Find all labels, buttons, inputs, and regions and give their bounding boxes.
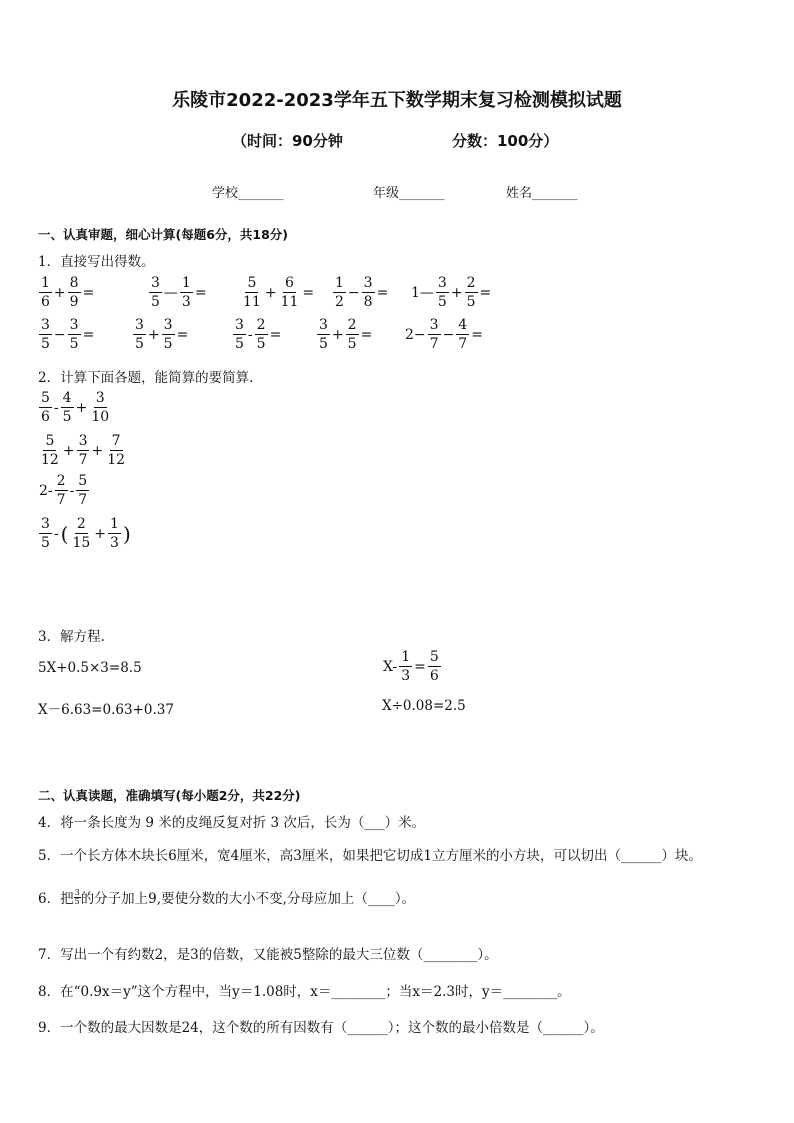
operator: + bbox=[264, 284, 277, 301]
fraction: $\frac{1}{3}$ bbox=[401, 649, 411, 684]
fraction: $\frac{6}{11}$ bbox=[280, 275, 299, 310]
fraction: $\frac{3}{5}$ bbox=[69, 317, 79, 352]
fraction: $\frac{3}{5}$ bbox=[163, 317, 173, 352]
fraction: $\frac{5}{12}$ bbox=[41, 433, 59, 468]
q1-row2-item bbox=[316, 318, 373, 351]
fraction: $\frac{3}{5}$ bbox=[41, 516, 50, 551]
fraction: $\frac{4}{7}$ bbox=[458, 317, 468, 352]
operator: - bbox=[53, 525, 59, 542]
operator: = bbox=[82, 284, 95, 301]
section2-heading: 二、认真读题，准确填写(每小题2分，共22分) bbox=[38, 788, 301, 803]
q6-fraction: 3 5 bbox=[74, 887, 80, 906]
q1-row2-item bbox=[38, 318, 95, 351]
fraction: $\frac{2}{7}$ bbox=[56, 473, 66, 508]
fraction: $\frac{5}{6}$ bbox=[429, 649, 439, 684]
operator: = bbox=[360, 326, 373, 343]
q3-eq2 bbox=[382, 650, 442, 683]
fraction: $\frac{3}{5}$ bbox=[135, 317, 144, 352]
q9-text: 9．一个数的最大因数是24，这个数的所有因数有（______）；这个数的最小倍数是（______）。 bbox=[38, 1020, 604, 1036]
q1-row1-item bbox=[240, 276, 315, 309]
operator: + bbox=[94, 525, 107, 542]
fraction: $\frac{5}{7}$ bbox=[78, 473, 88, 508]
fraction: $\frac{1}{2}$ bbox=[335, 275, 344, 310]
q2-item bbox=[38, 517, 132, 550]
q1-text: 1．直接写出得数。 bbox=[38, 254, 155, 270]
q1-row1-item bbox=[148, 276, 208, 309]
fraction: $\frac{7}{12}$ bbox=[107, 433, 126, 468]
q5-text: 5．一个长方体木块长6厘米，宽4厘米，高3厘米，如果把它切成1立方厘米的小方块，可以切出（______）块。 bbox=[38, 848, 702, 864]
operator: - bbox=[53, 399, 59, 416]
operator: = bbox=[82, 326, 95, 343]
operator: 1— bbox=[411, 284, 434, 301]
operator: = bbox=[471, 326, 483, 343]
q3-eq4: X÷0.08=2.5 bbox=[382, 698, 466, 714]
q6-prefix: 6．把 bbox=[38, 891, 74, 907]
operator: + bbox=[450, 284, 463, 301]
operator: — bbox=[163, 284, 178, 301]
operator: − bbox=[347, 284, 360, 301]
q3-eq3: X－6.63=0.63+0.37 bbox=[38, 702, 174, 718]
operator: ) bbox=[122, 521, 131, 546]
fraction: $\frac{2}{15}$ bbox=[72, 516, 91, 551]
q7-text: 7．写出一个有约数2，是3的倍数，又能被5整除的最大三位数（________）。 bbox=[38, 947, 498, 963]
operator: + bbox=[53, 284, 66, 301]
q6-suffix: 的分子加上9,要使分数的大小不变,分母应加上（____）。 bbox=[80, 891, 416, 907]
operator: − bbox=[53, 326, 66, 343]
operator: - bbox=[69, 482, 75, 499]
fraction: $\frac{3}{7}$ bbox=[78, 433, 88, 468]
fraction: $\frac{3}{5}$ bbox=[151, 275, 160, 310]
fraction: $\frac{3}{10}$ bbox=[91, 390, 110, 425]
operator: + bbox=[331, 326, 344, 343]
operator: = bbox=[176, 326, 189, 343]
fraction: $\frac{2}{5}$ bbox=[466, 275, 476, 310]
fraction: $\frac{1}{3}$ bbox=[181, 275, 191, 310]
fraction: $\frac{3}{5}$ bbox=[41, 317, 50, 352]
operator: - bbox=[247, 326, 253, 343]
q2-text: 2．计算下面各题，能简算的要简算． bbox=[38, 370, 263, 386]
grade-field[interactable]: 年级_______ bbox=[373, 186, 445, 201]
operator: = bbox=[269, 326, 282, 343]
fraction: $\frac{3}{5}$ bbox=[319, 317, 328, 352]
operator: + bbox=[62, 442, 75, 459]
fraction: $\frac{4}{5}$ bbox=[62, 390, 72, 425]
name-field[interactable]: 姓名_______ bbox=[506, 186, 578, 201]
fraction: $\frac{8}{9}$ bbox=[69, 275, 79, 310]
operator: − bbox=[442, 326, 455, 343]
q1-row1-item bbox=[410, 276, 492, 309]
q3-text: 3．解方程. bbox=[38, 629, 105, 645]
fraction: $\frac{1}{3}$ bbox=[110, 516, 119, 551]
operator: = bbox=[479, 284, 492, 301]
operator: 2- bbox=[39, 482, 53, 499]
exam-time: （时间：90分钟 bbox=[232, 132, 343, 150]
operator: + bbox=[91, 442, 104, 459]
operator: = bbox=[194, 284, 207, 301]
q2-item bbox=[38, 434, 128, 467]
fraction: $\frac{2}{5}$ bbox=[256, 317, 266, 352]
operator: = bbox=[414, 658, 426, 675]
operator: X- bbox=[383, 658, 398, 675]
fraction: $\frac{2}{5}$ bbox=[347, 317, 357, 352]
fraction: $\frac{3}{7}$ bbox=[429, 317, 439, 352]
exam-score: 分数：100分） bbox=[452, 132, 559, 150]
q3-eq1: 5X+0.5×3=8.5 bbox=[38, 660, 142, 676]
q1-row2-item bbox=[232, 318, 282, 351]
fraction: $\frac{5}{6}$ bbox=[41, 390, 50, 425]
q4-text: 4．将一条长度为 9 米的皮绳反复对折 3 次后，长为（___）米。 bbox=[38, 815, 426, 831]
page-title: 乐陵市2022-2023学年五下数学期末复习检测模拟试题 bbox=[172, 90, 622, 111]
q1-row2-item bbox=[132, 318, 189, 351]
q8-text: 8．在“0.9x＝y”这个方程中，当y＝1.08时，x＝________；当x＝2.3时，y＝________。 bbox=[38, 984, 571, 1000]
q2-item bbox=[38, 474, 90, 507]
operator: ( bbox=[60, 521, 69, 546]
operator: + bbox=[147, 326, 160, 343]
q1-row2-item bbox=[404, 318, 484, 351]
operator: 2− bbox=[405, 326, 426, 343]
operator: = bbox=[376, 284, 389, 301]
operator: = bbox=[302, 284, 315, 301]
q6-text bbox=[38, 887, 415, 907]
q1-row1-item bbox=[332, 276, 389, 309]
fraction: $\frac{3}{5}$ bbox=[437, 275, 447, 310]
section1-heading: 一、认真审题，细心计算(每题6分，共18分) bbox=[38, 227, 289, 242]
school-field[interactable]: 学校_______ bbox=[212, 186, 284, 201]
q2-item bbox=[38, 391, 112, 424]
operator: + bbox=[75, 399, 88, 416]
fraction: $\frac{1}{6}$ bbox=[41, 275, 50, 310]
fraction: $\frac{3}{8}$ bbox=[363, 275, 373, 310]
q1-row1-item bbox=[38, 276, 95, 309]
fraction: $\frac{5}{11}$ bbox=[243, 275, 261, 310]
fraction: $\frac{3}{5}$ bbox=[235, 317, 244, 352]
